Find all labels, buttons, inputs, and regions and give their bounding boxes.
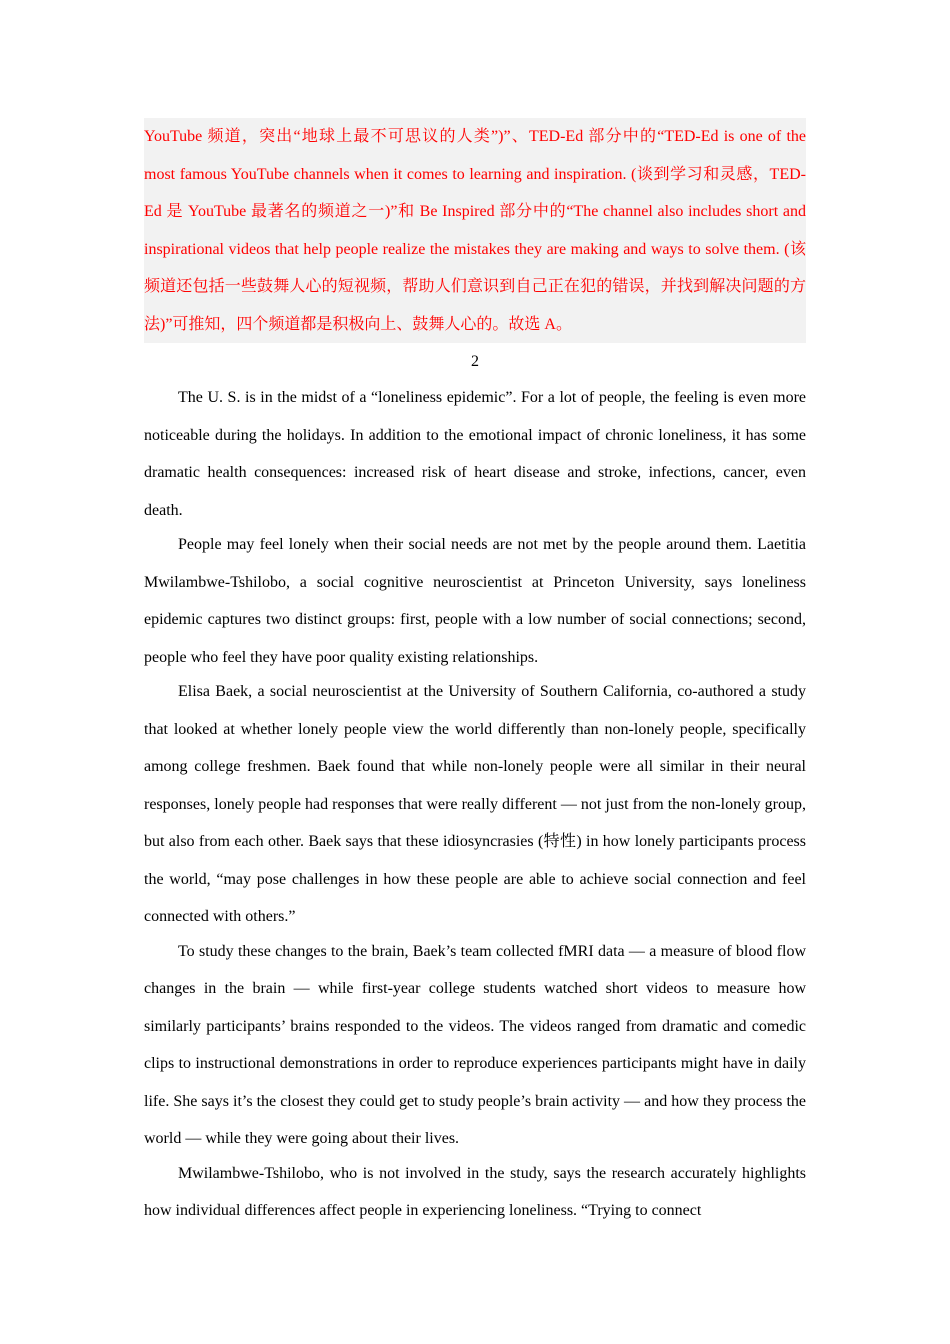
answer-explanation: YouTube 频道，突出“地球上最不可思议的人类”)”、TED-Ed 部分中的“TED-Ed is one of the most famous YouTube channels when it comes to learning and inspiration. (谈到学习和灵感，TED-Ed 是 YouTube 最著名的频道之一)”和 Be Inspired 部分中的“The channel also includes short and inspirational videos that help people realize the mistakes they are making and ways to solve them. (该频道还包括一些鼓舞人心的短视频，帮助人们意识到自己正在犯的错误，并找到解决问题的方法)”可推知，四个频道都是积极向上、鼓舞人心的。故选 A。 (144, 118, 806, 343)
document-page (144, 118, 806, 1230)
passage-paragraph-2: People may feel lonely when their social needs are not met by the people around them. Laetitia Mwilambwe-Tshilobo, a social cognitive neuroscientist at Princeton University, says loneliness epidemic captures two distinct groups: first, people with a low number of social connections; second, people who feel they have poor quality existing relationships. (144, 536, 806, 666)
question-number: 2 (471, 353, 479, 370)
reading-passage (144, 379, 806, 1230)
passage-paragraph-4: To study these changes to the brain, Baek’s team collected fMRI data — a measure of blood flow changes in the brain — while first-year college students watched short videos to measure how similarly participants’ brains responded to the videos. The videos ranged from dramatic and comedic clips to instructional demonstrations in order to reproduce experiences participants might have in daily life. She says it’s the closest they could get to study people’s brain activity — and how they process the world — while they were going about their lives. (144, 942, 806, 1147)
passage-paragraph-5: Mwilambwe-Tshilobo, who is not involved in the study, says the research accurately highlights how individual differences affect people in experiencing loneliness. “Trying to connect (144, 1164, 806, 1219)
passage-paragraph-1: The U. S. is in the midst of a “loneliness epidemic”. For a lot of people, the feeling is even more noticeable during the holidays. In addition to the emotional impact of chronic loneliness, it has some dramatic health consequences: increased risk of heart disease and stroke, infections, cancer, even death. (144, 389, 806, 519)
passage-paragraph-3: Elisa Baek, a social neuroscientist at the University of Southern California, co-authored a study that looked at whether lonely people view the world differently than non-lonely people, specifically among college freshmen. Baek found that while non-lonely people were all similar in their neural responses, lonely people had responses that were really different — not just from the non-lonely group, but also from each other. Baek says that these idiosyncrasies (特性) in how lonely participants process the world, “may pose challenges in how these people are able to achieve social connection and feel connected with others.” (144, 683, 806, 925)
